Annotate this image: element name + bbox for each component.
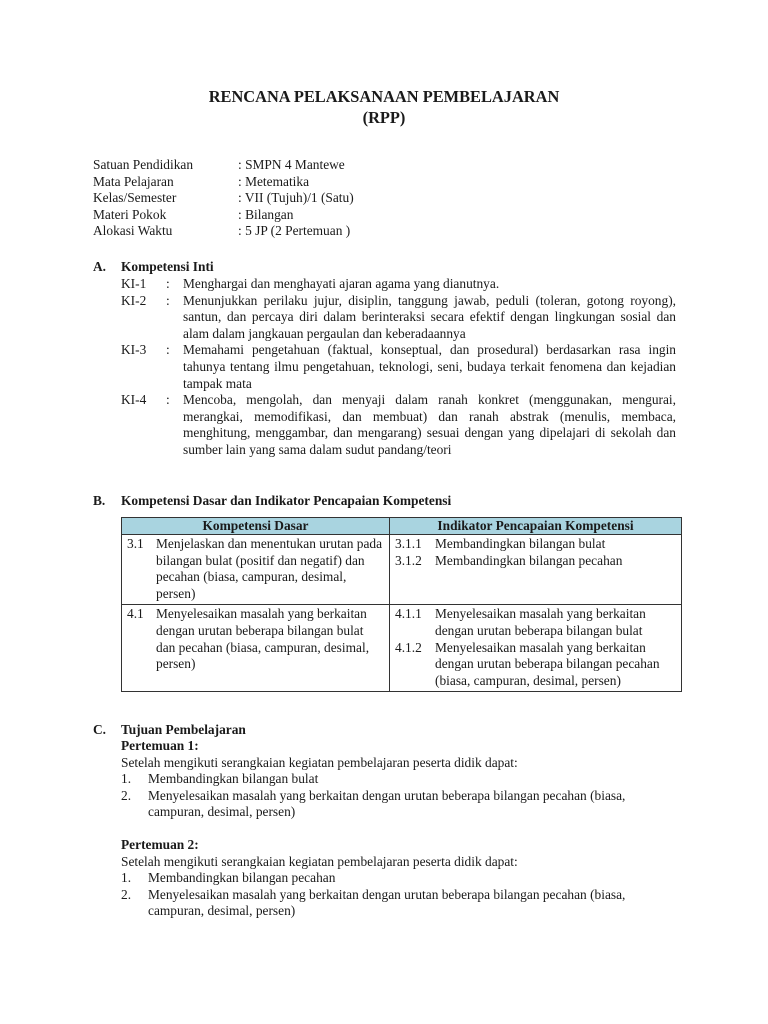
ipk-text: Membandingkan bilangan bulat bbox=[435, 536, 606, 551]
list-text: Menyelesaikan masalah yang berkaitan dengan urutan beberapa bilangan pecahan (biasa, campuran, desimal, persen) bbox=[148, 787, 626, 820]
identity-label: Materi Pokok bbox=[93, 206, 167, 222]
ki-colon: : bbox=[166, 392, 170, 408]
ipk-item bbox=[395, 606, 677, 639]
list-text: Menyelesaikan masalah yang berkaitan dengan urutan beberapa bilangan pecahan (biasa, campuran, desimal, persen) bbox=[148, 886, 626, 919]
list-item bbox=[121, 771, 681, 788]
kd-number: 4.1 bbox=[127, 606, 144, 622]
ipk-text: Membandingkan bilangan pecahan bbox=[435, 552, 623, 568]
identity-row bbox=[93, 174, 354, 191]
tujuan-pembelajaran bbox=[121, 738, 681, 920]
ipk-number: 4.1.2 bbox=[395, 639, 422, 655]
meeting-intro: Setelah mengikuti serangkaian kegiatan pembelajaran peserta didik dapat: bbox=[121, 754, 518, 770]
section-a-heading bbox=[93, 259, 214, 276]
ki-code: KI-1 bbox=[121, 276, 147, 291]
list-text: Membandingkan bilangan pecahan bbox=[148, 870, 336, 886]
section-letter: A. bbox=[93, 259, 107, 274]
section-b-heading bbox=[93, 493, 451, 510]
ki-text: Menunjukkan perilaku jujur, disiplin, tanggung jawab, peduli (toleran, gotong royong), santun, dan percaya diri dalam berinteraksi secara efektif dengan lingkungan sosial dan alam dalam jangkauan pergaulan dan keberadaannya bbox=[183, 292, 676, 341]
identity-value: : Bilangan bbox=[238, 206, 294, 222]
ki-text: Memahami pengetahuan (faktual, konseptual, dan prosedural) berdasarkan rasa ingin tahunya tentang ilmu pengetahuan, teknologi, seni, budaya terkait fenomena dan kejadian tampak mata bbox=[183, 342, 676, 391]
ipk-item bbox=[395, 640, 677, 690]
ki-colon: : bbox=[166, 292, 170, 308]
ki-item bbox=[121, 276, 676, 293]
identity-value: : SMPN 4 Mantewe bbox=[238, 157, 345, 172]
document-title bbox=[0, 86, 768, 128]
list-number: 1. bbox=[121, 870, 132, 886]
ki-text: Menghargai dan menghayati ajaran agama yang dianutnya. bbox=[183, 276, 500, 291]
title-line-1: RENCANA PELAKSANAAN PEMBELAJARAN bbox=[208, 87, 560, 106]
identity-value: : Metematika bbox=[238, 173, 310, 189]
ki-text: Mencoba, mengolah, dan menyaji dalam ranah konkret (menggunakan, mengurai, merangkai, memodifikasi, dan membuat) dan ranah abstrak (menulis, membaca, menghitung, menggambar, dan mengarang) sesuai dengan yang dipelajari di sekolah dan sumber lain yang sama dalam sudut pandang/teori bbox=[183, 392, 676, 457]
ki-code: KI-3 bbox=[121, 342, 147, 358]
identity-row bbox=[93, 207, 354, 224]
ipk-cell bbox=[390, 535, 682, 605]
list-item bbox=[121, 870, 681, 887]
list-number: 1. bbox=[121, 771, 132, 787]
spacer bbox=[121, 821, 681, 837]
kd-item bbox=[127, 606, 385, 672]
identity-label: Kelas/Semester bbox=[93, 190, 177, 206]
identity-row bbox=[93, 190, 354, 207]
kd-cell bbox=[122, 535, 390, 605]
section-letter: B. bbox=[93, 493, 106, 508]
section-letter: C. bbox=[93, 722, 107, 737]
ki-item bbox=[121, 342, 676, 392]
kd-text: Menjelaskan dan menentukan urutan pada bilangan bulat (positif dan negatif) dan pecahan (biasa, campuran, desimal, persen) bbox=[156, 536, 383, 601]
table-header-row bbox=[122, 518, 682, 535]
ipk-number: 4.1.1 bbox=[395, 606, 422, 622]
identity-row bbox=[93, 157, 354, 174]
identity-block bbox=[93, 157, 354, 240]
ki-code: KI-2 bbox=[121, 292, 147, 308]
ipk-item bbox=[395, 536, 677, 553]
table-row bbox=[122, 605, 682, 692]
kompetensi-inti-list bbox=[121, 276, 676, 459]
meeting-title: Pertemuan 1: bbox=[121, 738, 199, 753]
ipk-text: Menyelesaikan masalah yang berkaitan dengan urutan beberapa bilangan pecahan (biasa, campuran, desimal, persen) bbox=[435, 639, 660, 688]
kd-text: Menyelesaikan masalah yang berkaitan dengan urutan beberapa bilangan bulat dan pecahan (biasa, campuran, desimal, persen) bbox=[156, 606, 370, 672]
meeting-title: Pertemuan 2: bbox=[121, 836, 199, 852]
list-item bbox=[121, 887, 681, 920]
kd-cell bbox=[122, 605, 390, 692]
identity-value: : 5 JP (2 Pertemuan ) bbox=[238, 223, 351, 239]
identity-label: Mata Pelajaran bbox=[93, 173, 174, 189]
ipk-number: 3.1.1 bbox=[395, 536, 422, 551]
identity-value: : VII (Tujuh)/1 (Satu) bbox=[238, 190, 354, 206]
kd-ipk-table bbox=[121, 517, 682, 692]
identity-label: Satuan Pendidikan bbox=[93, 157, 194, 172]
ipk-text: Menyelesaikan masalah yang berkaitan dengan urutan beberapa bilangan bulat bbox=[435, 606, 646, 638]
title-line-2: (RPP) bbox=[362, 108, 406, 127]
column-header-kd: Kompetensi Dasar bbox=[122, 518, 390, 535]
section-title: Tujuan Pembelajaran bbox=[121, 722, 246, 737]
section-title: Kompetensi Inti bbox=[121, 259, 214, 274]
ipk-number: 3.1.2 bbox=[395, 552, 422, 568]
ipk-cell bbox=[390, 605, 682, 692]
kd-number: 3.1 bbox=[127, 536, 144, 551]
list-number: 2. bbox=[121, 787, 132, 803]
ki-code: KI-4 bbox=[121, 392, 147, 408]
ki-item bbox=[121, 392, 676, 458]
ki-colon: : bbox=[166, 276, 170, 291]
table-row bbox=[122, 535, 682, 605]
list-text: Membandingkan bilangan bulat bbox=[148, 771, 319, 787]
ipk-item bbox=[395, 553, 677, 570]
identity-row bbox=[93, 223, 354, 240]
identity-label: Alokasi Waktu bbox=[93, 223, 173, 239]
list-number: 2. bbox=[121, 886, 132, 902]
ki-colon: : bbox=[166, 342, 170, 358]
section-c-heading bbox=[93, 722, 246, 739]
kd-item bbox=[127, 536, 385, 602]
list-item bbox=[121, 788, 681, 821]
meeting-intro: Setelah mengikuti serangkaian kegiatan pembelajaran peserta didik dapat: bbox=[121, 853, 518, 869]
section-title: Kompetensi Dasar dan Indikator Pencapaian Kompetensi bbox=[121, 493, 452, 508]
ki-item bbox=[121, 293, 676, 343]
column-header-ipk: Indikator Pencapaian Kompetensi bbox=[390, 518, 682, 535]
